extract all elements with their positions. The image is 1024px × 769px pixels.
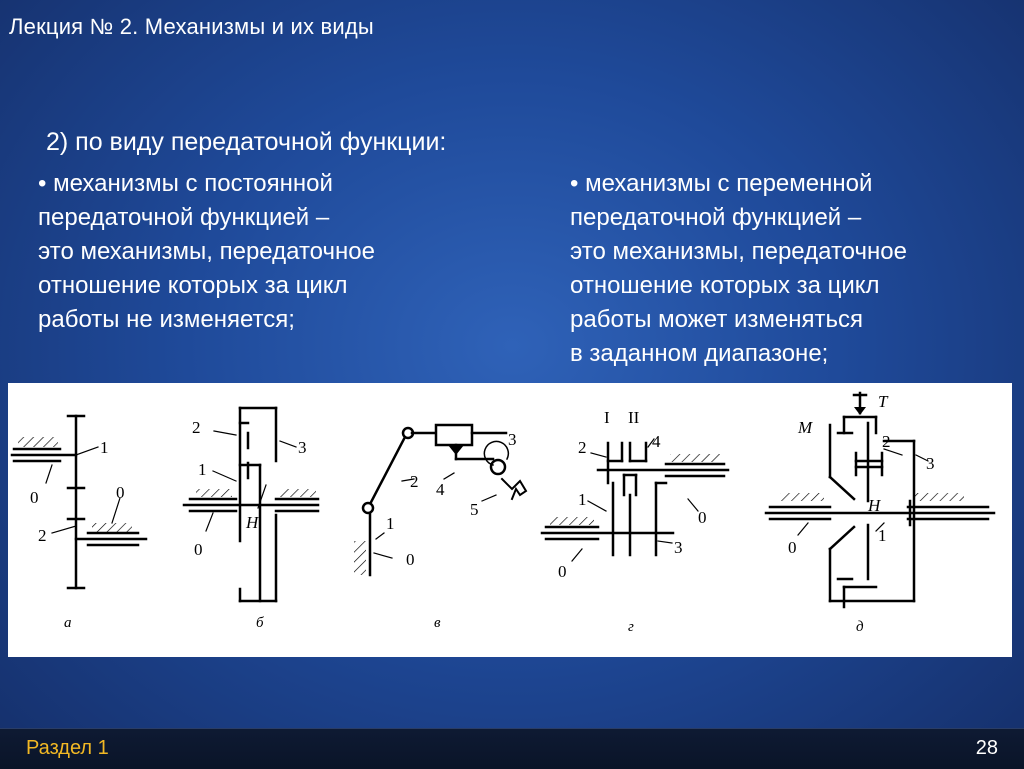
diagram-a [12,416,146,631]
definition-line: работы может изменяться [570,306,864,333]
label: 1 [386,514,395,533]
caption-g: г [628,619,634,635]
label: 0 [194,540,203,559]
label: 3 [926,454,935,473]
mechanism-diagrams [8,383,1012,657]
definition-line: это механизмы, передаточное [38,238,375,265]
label: 4 [652,432,661,451]
definition-line: • механизмы с постоянной [38,170,333,197]
slide-title: Лекция № 2. Механизмы и их виды [9,14,374,39]
diagram-b [184,408,318,631]
definition-line: отношение которых за цикл [38,272,348,299]
label: 0 [406,550,415,569]
label: II [628,408,640,427]
label: 4 [436,480,445,499]
label: H [246,513,259,532]
label: M [798,418,813,437]
definition-line: это механизмы, передаточное [570,238,907,265]
label: 1 [100,438,109,457]
label: 3 [674,538,683,557]
page-number: 28 [975,737,998,759]
label: 0 [788,538,797,557]
classification-heading: 2) по виду передаточной функции: [46,128,447,156]
label: 2 [882,432,891,451]
caption-v: в [434,615,441,631]
label: 1 [198,460,207,479]
label: T [878,392,888,411]
caption-a: а [64,615,72,631]
label: 5 [470,500,479,519]
label: H [868,496,881,515]
definition-line: работы не изменяется; [38,306,295,333]
label: 2 [410,472,419,491]
definition-line: передаточной функцией – [570,204,862,231]
diagram-g [542,408,728,635]
label: 3 [508,430,517,449]
label: 2 [192,418,201,437]
label: 2 [578,438,587,457]
definition-line: отношение которых за цикл [570,272,880,299]
caption-d: д [856,619,864,635]
label: 0 [30,488,39,507]
footer-bar [0,728,1024,769]
mechanism-diagrams-panel [8,383,1012,657]
variable-transfer-definition [570,167,1010,371]
constant-transfer-definition [38,167,518,337]
definition-line: в заданном диапазоне; [570,340,829,367]
diagram-d [766,392,994,635]
definition-line: • механизмы с переменной [570,170,873,197]
label: 0 [698,508,707,527]
caption-b: б [256,615,264,631]
label: 0 [558,562,567,581]
label: 0 [116,483,125,502]
section-label: Раздел 1 [26,737,109,759]
label: 3 [298,438,307,457]
label: 1 [878,526,887,545]
diagram-v [354,425,526,631]
label: I [604,408,610,427]
label: 1 [578,490,587,509]
label: 2 [38,526,47,545]
definition-line: передаточной функцией – [38,204,330,231]
